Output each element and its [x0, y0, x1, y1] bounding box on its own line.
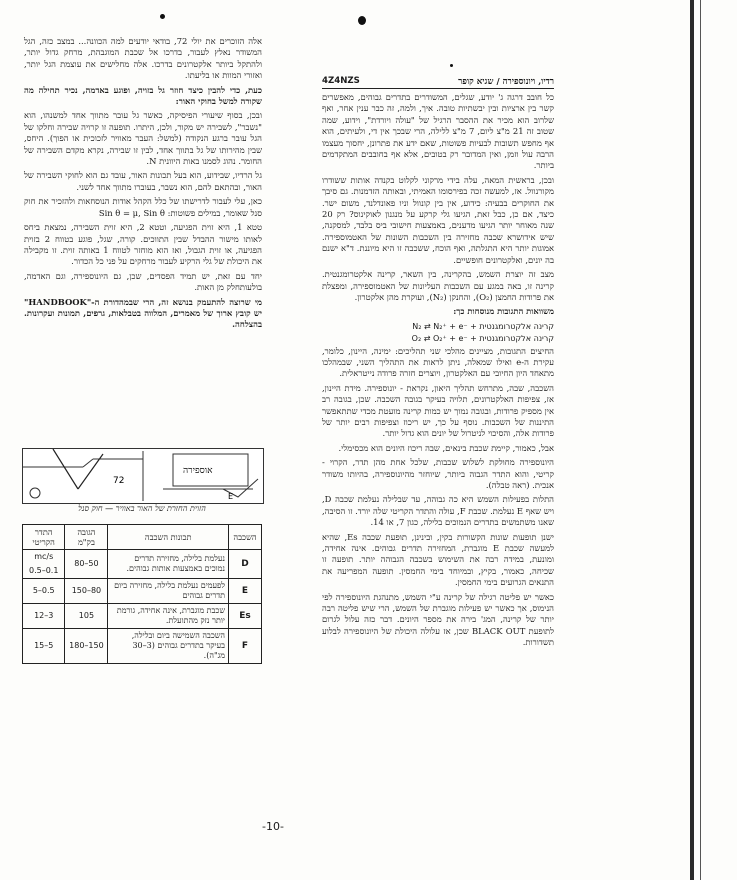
column-header-height: הגובה בק"מ: [65, 525, 108, 550]
table-header-row: [23, 525, 262, 550]
paragraph: גל הרדיו, שבידוע, הוא בעל תכונות האור, עובד גם הוא לחוקי השבירה של האור, ובהתאם להם, הוא נשבר, בעוברו מתווך אחד לשני.: [24, 170, 262, 192]
scan-speck: [358, 16, 366, 25]
paragraph: טטא 1, היא זוית הפגיעה, וטטא 2, היא זוית השבירה, נמצאת ביחס לאותו מישור ההבדל שבין התווכים. קורה, שגל, פוגע בטווח 2 בזוית הפגיעה, או זוית הגבול, ואז הוא מוחזר לטווח 1 באותה זוית. זו מקבילה את היכולת של גלי הרקיע לעבור מרחקים על פני כל הכדור.: [24, 222, 262, 267]
table-row: [23, 550, 262, 579]
sketch-label: E: [228, 492, 234, 501]
paragraph: מי שרוצה להתעמק בנושא זה, הרי שבמהדורת ה-"HANDBOOK" יש קובץ ארוך של מאמרים, המלווה בטבלאות, גרפים, תמונות ועקרונות. בהצלחה.: [24, 296, 262, 330]
layer-description: נעלמת בלילה, מחזירה תדרים נמוכים באמצעות אותות גבוהים.: [108, 550, 229, 579]
layer-name: E: [229, 579, 262, 604]
page-number: -10-: [262, 820, 284, 833]
scan-speck: [160, 14, 165, 19]
layer-name: Es: [229, 604, 262, 629]
frequency-value: 0.5–0.1: [28, 566, 59, 575]
layer-description: שכבת מוגברת, אינה אחידה, גורמת יותר נזק מהתועלת.: [108, 604, 229, 629]
article-header: [322, 76, 554, 89]
paragraph: החיצים התגובות, מציינים מהלכי שני תהליכים: ימינה, היינון, כלומר, עקירת ה-e ואילו שמאלה, ניתן לראות את התהליך השני, שבמהלכו מתאחד היון החיובי עם האלקטרון, ויוצרים חזרה פרודה נייטראלית.: [322, 345, 555, 379]
layer-height: 80–50: [65, 550, 108, 579]
paragraph: מצב זה יוצרת השמש, בהקרינה, בין השאר, קרינה אלקטרומגנטית. קרינה זו, באה במגע עם השכבות העליונות של האטמוספירה, ומפצלת את פרודות החמצן (O₂), והחנקן (N₂), ועוקרת מהן אלקטרון.: [322, 269, 554, 302]
paragraph: יחד עם זאת, יש תמיד הפסדים, שכן, גם היונוספירה, וגם האדמה, בולעותחלק מן האות.: [24, 270, 262, 293]
paragraph: כאן, עלי לעבור לדרישתו של כלל הקהל אודות הנוסחאות ולהזכיר את חוק סנל שאומר, במילים פשוטות: Sin θ = μ, Sin θ: [24, 196, 262, 218]
equation: O₂ ⇄ O₂⁺ + e⁻ + קרינה אלקטרומגנטית: [411, 334, 554, 344]
sketch-drawing: [23, 449, 263, 503]
column-header-properties: תכונות השכבה: [108, 525, 229, 550]
table-row: [23, 629, 262, 664]
layer-description: לפעמים נעלמת בלילה, מחזירה ביום תדרים גבוהים: [108, 579, 229, 604]
sketch-caption: הזוית החזרת של האור באוויר — חוק סנל: [78, 504, 206, 513]
binding-edge: [690, 0, 694, 880]
table-row: [23, 579, 262, 604]
paragraph: אלה הזוכרים את יולי 72, בודאי יודעים למה הכוונה... במצב כזה, הגל המשודר נאלץ לעבור, בדרכו אל שכבת המוגבהת, מרחק גדול יותר, ולהתקל ביותר אלקטרונים בדרכו. אלה מחלישים את עוצמת הגל יותר, ואזורי המוות או בליעתו.: [24, 36, 262, 81]
paragraph: ובכן, בראשית המאה, עלה בידי מרקוני לקלוט בקנדה אותות ששודרו מקורנוול. אז, למעשה זכה בפירסומו האמיתי, ובאותה הזדמנות. גם סיבך את החוקרים בבעיה: כידוע, אין בין קונוול וניו פאונדלנד, משום ישר. כיצד, אם כן, כבל זאת, הגיעו גלי קרקע על מנגנון לאוקינוס? רק 20 שנה מאוחר יותר הגיעו מדענים, באמצעות חישובי ביס בלבד, למסקנה, שיש אידושרא שכבה מחזירה בין השכבות השונות של האטמוספירה. אמוגות יותר היא התגלתה, ואף הוכח, ששכבה זו היא מיוננת. ד"א ישנם בה יונים, ואלקטרונים חופשיים.: [322, 174, 554, 265]
sketch-label: אוספירה: [183, 466, 213, 476]
article-callsign: 4Z4NZS: [322, 76, 360, 86]
column-header-critical-freq: התדר הקריטי: [23, 525, 65, 550]
section-heading: כעת, כדי להבין כיצד חוזר גל בזויה, ופוגע באדמה, נכיר תחילה מה שקורה למשל בחוקי האור:: [24, 84, 262, 107]
right-column: [322, 92, 554, 652]
column-header-layer: השכבה: [229, 525, 262, 550]
layer-critical-freq: 15–5: [23, 629, 65, 664]
paragraph: היונוספירה מחולקת לשלוש שכבות, שלכל אחת מהן תדר, הקרוי - קריטי, והוא התדר הגבוה ביותר, שיוחזר מהיונוספירה, בהיותו משודר אנכית. (ראה טבלה).: [322, 457, 554, 490]
paragraph: התלות בפעילות השמש היא כה גבוהה, עד שבלילה נעלמת שכבה D, ויש שאף E נעלמת. שכבת F, עולה והתדר הקריטי שלה יורד. זו הסיבה, שאנו משתמשים בתדרים הנמוכים בלילה, כגון 7, או 14.: [322, 494, 554, 528]
ionosphere-layers-table: [22, 524, 262, 664]
frequency-unit: mc/s: [34, 552, 54, 561]
layer-height: 150–80: [65, 579, 108, 604]
layer-critical-freq: [23, 550, 65, 579]
layer-name: F: [229, 629, 262, 664]
scan-speck: [450, 64, 453, 67]
paragraph: כאשר יש פליטה רגילה של קרינה ע"י השמש, מתנהגת היונוספירה לפי הנימוס, אך כאשר יש פעילות מוגברת של השמש, הרי שיש פליטה רבה יותר של קרינה, המג' בירה את מספר היונים. דבר כזה עלול לגרום לתופעת BLACK OUT שכן, אז עלולה היכולת של היונוספירה לבלוע תשדורות.: [322, 591, 554, 648]
layer-critical-freq: 5–0.5: [23, 579, 65, 604]
layer-height: 180–150: [65, 629, 108, 664]
paragraph: משוואות התגובות מנוסחות כך:: [453, 306, 554, 317]
paragraph: אבל, כאמור, קיימת שכבת בינאים, שבה ריכוז היונים הוא מכסימלי.: [338, 442, 554, 453]
binding-edge-line: [700, 0, 701, 880]
layer-critical-freq: 12–3: [23, 604, 65, 629]
paragraph: כל חובב דרגה ג' יודע, שגלים, המשודרים בתדרים גבוהים, מאפשרים קשר בין ארציות ובין יבשתיות טובה. איך, ולמה, זה כבר ענין אחר, ואף שלרוב הוא מכיר את ההסבר הרגיל של "עולה ויורדת", וידוע, שמה שטוב זה 21 מ"צ ליום, 7 מ"צ ללילה, הרי שבכך אין די, ולעיתים, הוא אף מחפש תשובות לבעיות פשוטות, שאם ידע את פתרונן, יחסוך מעצמו הרבה עול וזמן, ואין המדובר רק בטובים, אלא אף בחובבים המתקדמים ביותר.: [322, 92, 554, 171]
refraction-sketch: [22, 448, 264, 504]
paragraph: השכבה, שבה, מתרחש תהליך היאון, נקראת - יונוספירה. מידת היינון, אז, צפיפות האלקטרונים, תלויה בעיקר בגובה השכבה. שכן, בגובה רב אין מספיק פרודות, ובגובה נמוך יש כמות קרינה מועטת מכדי שתתאפשר התיננות של השכבות. נוסף על כך, יש ריכוז וצפיפות רבים יותר של פרודות אלה, והסיכוי לניטרול של יונים הוא גדול יותר.: [322, 382, 554, 439]
table-row: [23, 604, 262, 629]
layer-height: 105: [65, 604, 108, 629]
layer-name: D: [229, 550, 262, 579]
equation: N₂ ⇄ N₂⁺ + e⁻ + קרינה אלקטרומגנטית: [412, 321, 554, 331]
layer-description: השכבה השמישה ביום ובלילה, בעיקר בתדרים גבוהים (3–30 מג"ה).: [108, 629, 229, 664]
left-column: [24, 36, 262, 334]
sketch-label: 72: [113, 476, 125, 486]
article-title: רדיו, ויונוספירה / שגיא קופר: [458, 77, 554, 87]
paragraph: ובכן, בסוף שיעורי הפיסיקה, כאשר גל עובר מתווך אחד למשנהו, הוא "נשבר", לשבירה יש מקור, ולכן, היתרו. תופעה זו קרויה שבירה וחלקו של הגל עובר ברגע הנקודה (למשל: העבר מאוויר לזכוכית או הפוך). היחס, שבין מהירותו של גל בתווך אחד, לבין זו שבירה, נקרא מקדם השבירה של החומר. נהוג לסמנו באות היוונית N.: [24, 110, 262, 167]
paragraph: ישנן תופעות שונות הקשורות בקין, ובינינן, תופעת שכבה Es, שהיא למעשה שכבת E מוגברת, המחזירה תדרים גבוהים. אינה אחידה, ומונעת, במידה רבה את השימוש בשכבה הגבוהה יותר. תופעה זו שכיחה, כאמור, בקיץ, ובמיוחד בימי החמסין. תופעה המפריעה את התנאים הגרועים בימי החמסין.: [322, 531, 554, 588]
